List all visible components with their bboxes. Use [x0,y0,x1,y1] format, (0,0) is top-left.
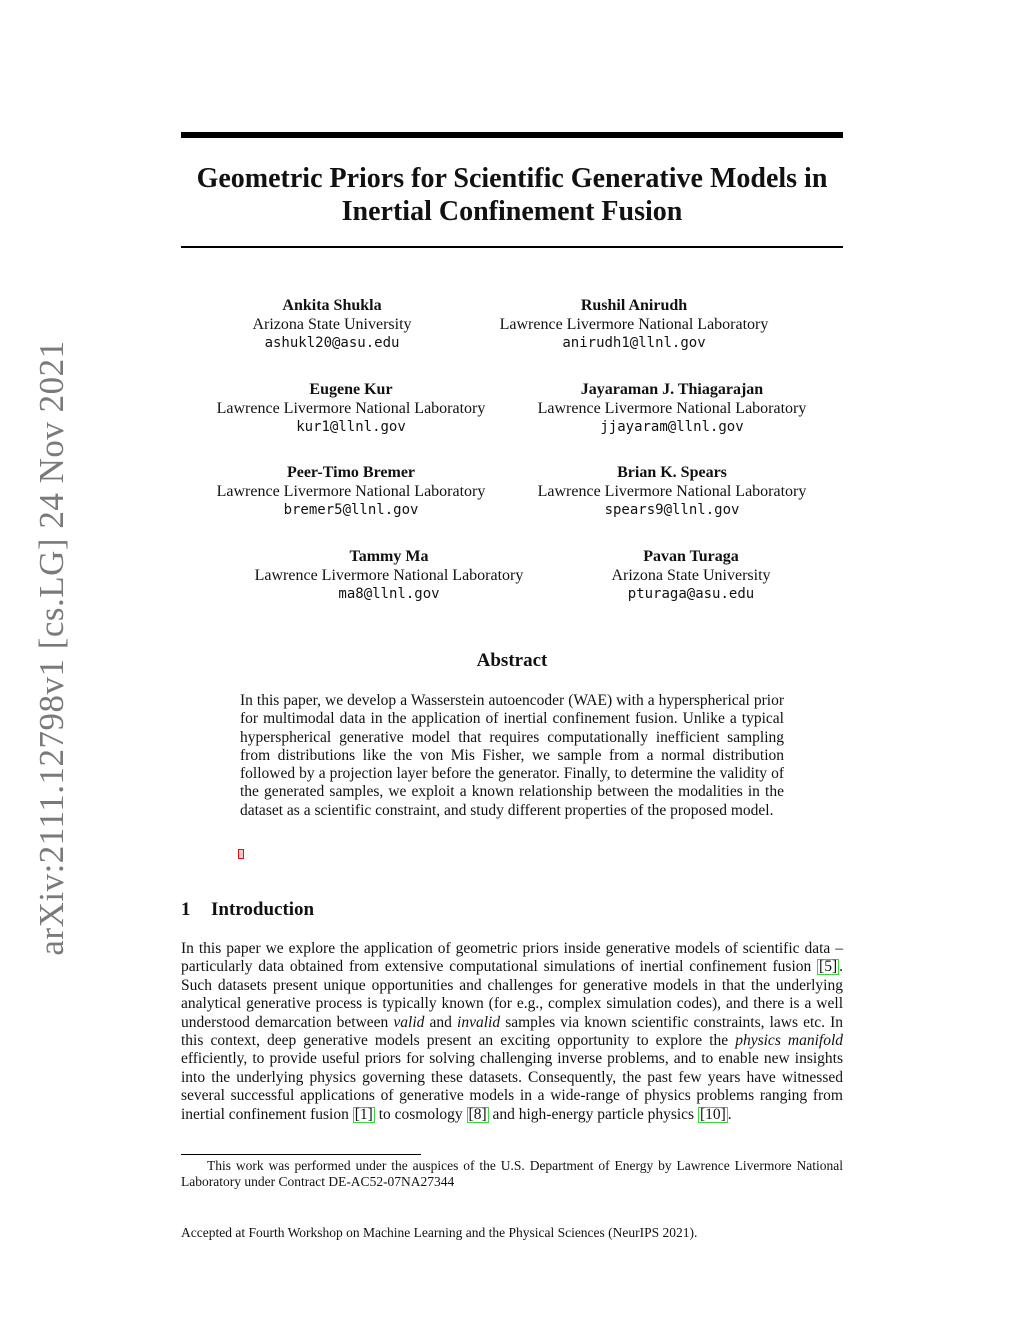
arxiv-identifier: arXiv:2111.12798v1 [cs.LG] 24 Nov 2021 [32,340,71,956]
section-number: 1 [181,899,191,920]
intro-text: to cosmology [378,1105,463,1123]
author-affiliation: Lawrence Livermore National Laboratory [537,483,807,500]
author-affiliation: Lawrence Livermore National Laboratory [216,483,486,500]
author-block [611,547,770,604]
author-email[interactable]: kur1@llnl.gov [296,419,406,435]
author-affiliation: Arizona State University [611,567,771,584]
author-name: Peer-Timo Bremer [286,464,416,481]
section-title: Introduction [211,899,315,920]
author-email[interactable]: ma8@llnl.gov [338,586,440,602]
intro-text: . [727,1105,732,1123]
abstract-text: In this paper, we develop a Wasserstein autoencoder (WAE) with a hyperspherical prior for multimodal data in the application of inertial confinement fusion. Unlike a typical hyperspherical generative model that requires computationally inefficient sampling from distributions like the von Mis Fisher, we sample from a normal distribution followed by a projection layer before the generator. Finally, to determine the validity of the generated samples, we exploit a known relationship between the modalities in the dataset as a scientific constraint, and study different properties of the proposed model. [240,692,784,819]
author-email[interactable]: spears9@llnl.gov [604,502,740,518]
intro-emphasis: physics manifold [735,1032,844,1050]
author-name: Ankita Shukla [282,297,382,314]
author-name: Eugene Kur [309,381,393,398]
section-heading [181,899,314,921]
venue-note: Accepted at Fourth Workshop on Machine Learning and the Physical Sciences (NeurIPS 2021). [181,1225,698,1240]
paper-title [181,162,843,228]
intro-text: efficiently, to provide useful priors for solving challenging inverse problems, and to enable new insights into the underlying physics governing these datasets. Consequently, the past few years have witnessed several successful applications of generative models in a wide-range of physics problems ranging from inertial confinement fusion [181,1050,843,1123]
author-block [217,463,486,520]
title-top-rule [181,132,843,138]
author-affiliation: Lawrence Livermore National Laboratory [537,400,807,417]
author-affiliation: Lawrence Livermore National Laboratory [499,316,769,333]
author-affiliation: Lawrence Livermore National Laboratory [254,567,524,584]
citation-link[interactable]: [8] [468,1105,487,1123]
title-line-1: Geometric Priors for Scientific Generative Models in [196,163,828,194]
intro-text: and [429,1013,452,1031]
author-name: Tammy Ma [349,548,429,565]
author-name: Rushil Anirudh [580,297,688,314]
author-block [500,296,769,353]
intro-text: In this paper we explore the application of geometric priors inside generative models of scientific data – particularly data obtained from extensive computational simulations of inertial confinement fusion [181,940,843,976]
author-block [252,296,411,353]
author-email[interactable]: anirudh1@llnl.gov [562,335,706,351]
author-affiliation: Lawrence Livermore National Laboratory [216,400,486,417]
introduction-paragraph [181,940,843,1124]
intro-text: and high-energy particle physics [492,1105,695,1123]
author-affiliation: Arizona State University [252,316,412,333]
citation-link[interactable]: [10] [699,1105,726,1123]
author-name: Pavan Turaga [643,548,739,565]
intro-text: samples via known scientific constraints, laws etc. In this context, deep generative models present an exciting opportunity to explore the [181,1013,844,1050]
author-email[interactable]: jjayaram@llnl.gov [600,419,744,435]
intro-emphasis: invalid [457,1013,501,1031]
title-line-2: Inertial Confinement Fusion [341,196,683,227]
citation-link[interactable]: [5] [819,958,838,976]
footnote-rule [181,1154,421,1155]
author-email[interactable]: bremer5@llnl.gov [283,502,419,518]
author-name: Jayaraman J. Thiagarajan [580,381,764,398]
footnote [181,1158,843,1191]
abstract-heading: Abstract [476,650,548,671]
author-block [255,547,524,604]
citation-link[interactable]: [1] [354,1105,373,1123]
footnote-text: This work was performed under the auspices of the U.S. Department of Energy by Lawrence Livermore National Laboratory under Contract DE-AC52-07NA27344 [181,1158,843,1190]
intro-emphasis: valid [393,1013,425,1031]
title-bottom-rule [181,246,843,248]
intro-text: . Such datasets present unique opportunities and challenges for generative models in that the underlying analytical generative process is typically known (for e.g., complex simulation codes), and there is a well understood demarcation between [181,958,843,1031]
author-name: Brian K. Spears [617,464,727,481]
author-email[interactable]: ashukl20@asu.edu [264,335,400,351]
author-block [538,380,807,437]
author-block [538,463,807,520]
author-block [217,380,486,437]
author-email[interactable]: pturaga@asu.edu [627,586,755,602]
annotation-marker [238,849,244,859]
